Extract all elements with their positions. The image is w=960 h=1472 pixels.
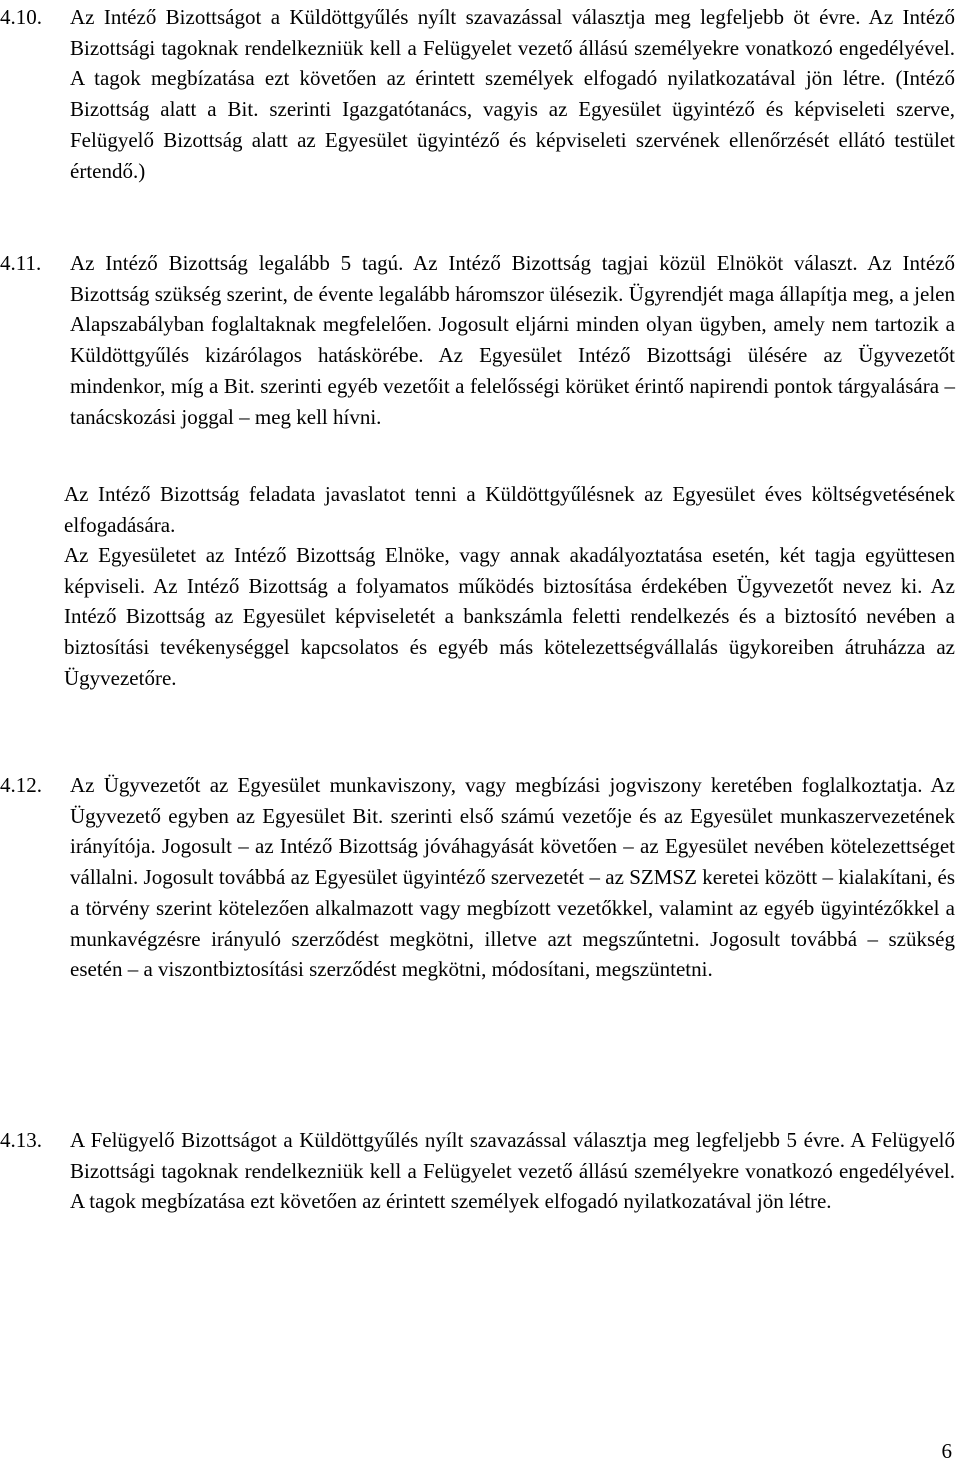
paragraph-text: Az Intéző Bizottság feladata javaslatot tenni a Küldöttgyűlésnek az Egyesület éves költségvetésének elfogadására. [64,482,955,537]
section-number: 4.12. [0,773,42,797]
section-4-13 [0,1125,955,1217]
section-text: Az Ügyvezetőt az Egyesület munkaviszony, vagy megbízási jogviszony keretében foglalkoztatja. Az Ügyvezető egyben az Egyesület Bit. szerinti első számú vezetője és az Egyesület munkaszervezetének irányítója. Jogosult – az Intéző Bizottság jóváhagyását követően – az Egyesület nevében kötelezettséget vállalni. Jogosult továbbá az Egyesület ügyintéző szervezetét – az SZMSZ keretei között – kialakítani, és a törvény szerint kötelezően alkalmazott vagy megbízott vezetőkkel, valamint az egyéb ügyintézőkkel a munkavégzésre irányuló szerződést megkötni, illetve azt megszűntetni. Jogosult továbbá – szükség esetén – a viszontbiztosítási szerződést megkötni, módosítani, megszüntetni. [70,773,955,982]
section-number: 4.10. [0,5,42,29]
section-text: Az Intéző Bizottságot a Küldöttgyűlés nyílt szavazással választja meg legfeljebb öt évre. Az Intéző Bizottsági tagoknak rendelkezniük kell a Felügyelet vezető állású személyekre vonatkozó engedélyével. A tagok megbízatása ezt követően az érintett személyek elfogadó nyilatkozatával jön létre. (Intéző Bizottság alatt a Bit. szerinti Igazgatótanács, vagyis az Egyesület ügyintéző és képviseleti szerve, Felügyelő Bizottság alatt az Egyesület ügyintéző és képviseleti szervének ellenőrzését ellátó testület értendő.) [70,5,955,183]
paragraph-representation [64,540,955,694]
page-number: 6 [941,1439,952,1463]
paragraph-text: Az Egyesületet az Intéző Bizottság Elnöke, vagy annak akadályoztatása esetén, két tagja együttesen képviseli. Az Intéző Bizottság a folyamatos működés biztosítása érdekében Ügyvezetőt nevez ki. Az Intéző Bizottság az Egyesület képviseletét a bankszámla feletti rendelkezés és a biztosító nevében a biztosítási tevékenységgel kapcsolatos és egyéb más kötelezettségvállalás ügykoreiben átruházza az Ügyvezetőre. [64,543,955,690]
paragraph-budget [64,479,955,540]
section-number: 4.11. [0,251,42,275]
section-text: A Felügyelő Bizottságot a Küldöttgyűlés nyílt szavazással választja meg legfeljebb 5 évre. A Felügyelő Bizottsági tagoknak rendelkezniük kell a Felügyelet vezető állású személyekre vonatkozó engedélyével. A tagok megbízatása ezt követően az érintett személyek elfogadó nyilatkozatával jön létre. [70,1128,955,1214]
section-number: 4.13. [0,1128,42,1152]
section-4-11 [0,248,955,432]
section-4-10 [0,2,955,186]
section-text: Az Intéző Bizottság legalább 5 tagú. Az Intéző Bizottság tagjai közül Elnököt választ. Az Intéző Bizottság szükség szerint, de évente legalább háromszor ülésezik. Ügyrendjét maga állapítja meg, a jelen Alapszabályban foglaltaknak megfelelően. Jogosult eljárni minden olyan ügyben, amely nem tartozik a Küldöttgyűlés kizárólagos hatáskörébe. Az Egyesület Intéző Bizottsági ülésére az Ügyvezetőt mindenkor, míg a Bit. szerinti egyéb vezetőit a felelősségi körüket érintő napirendi pontok tárgyalására – tanácskozási joggal – meg kell hívni. [70,251,955,429]
section-4-12 [0,770,955,985]
